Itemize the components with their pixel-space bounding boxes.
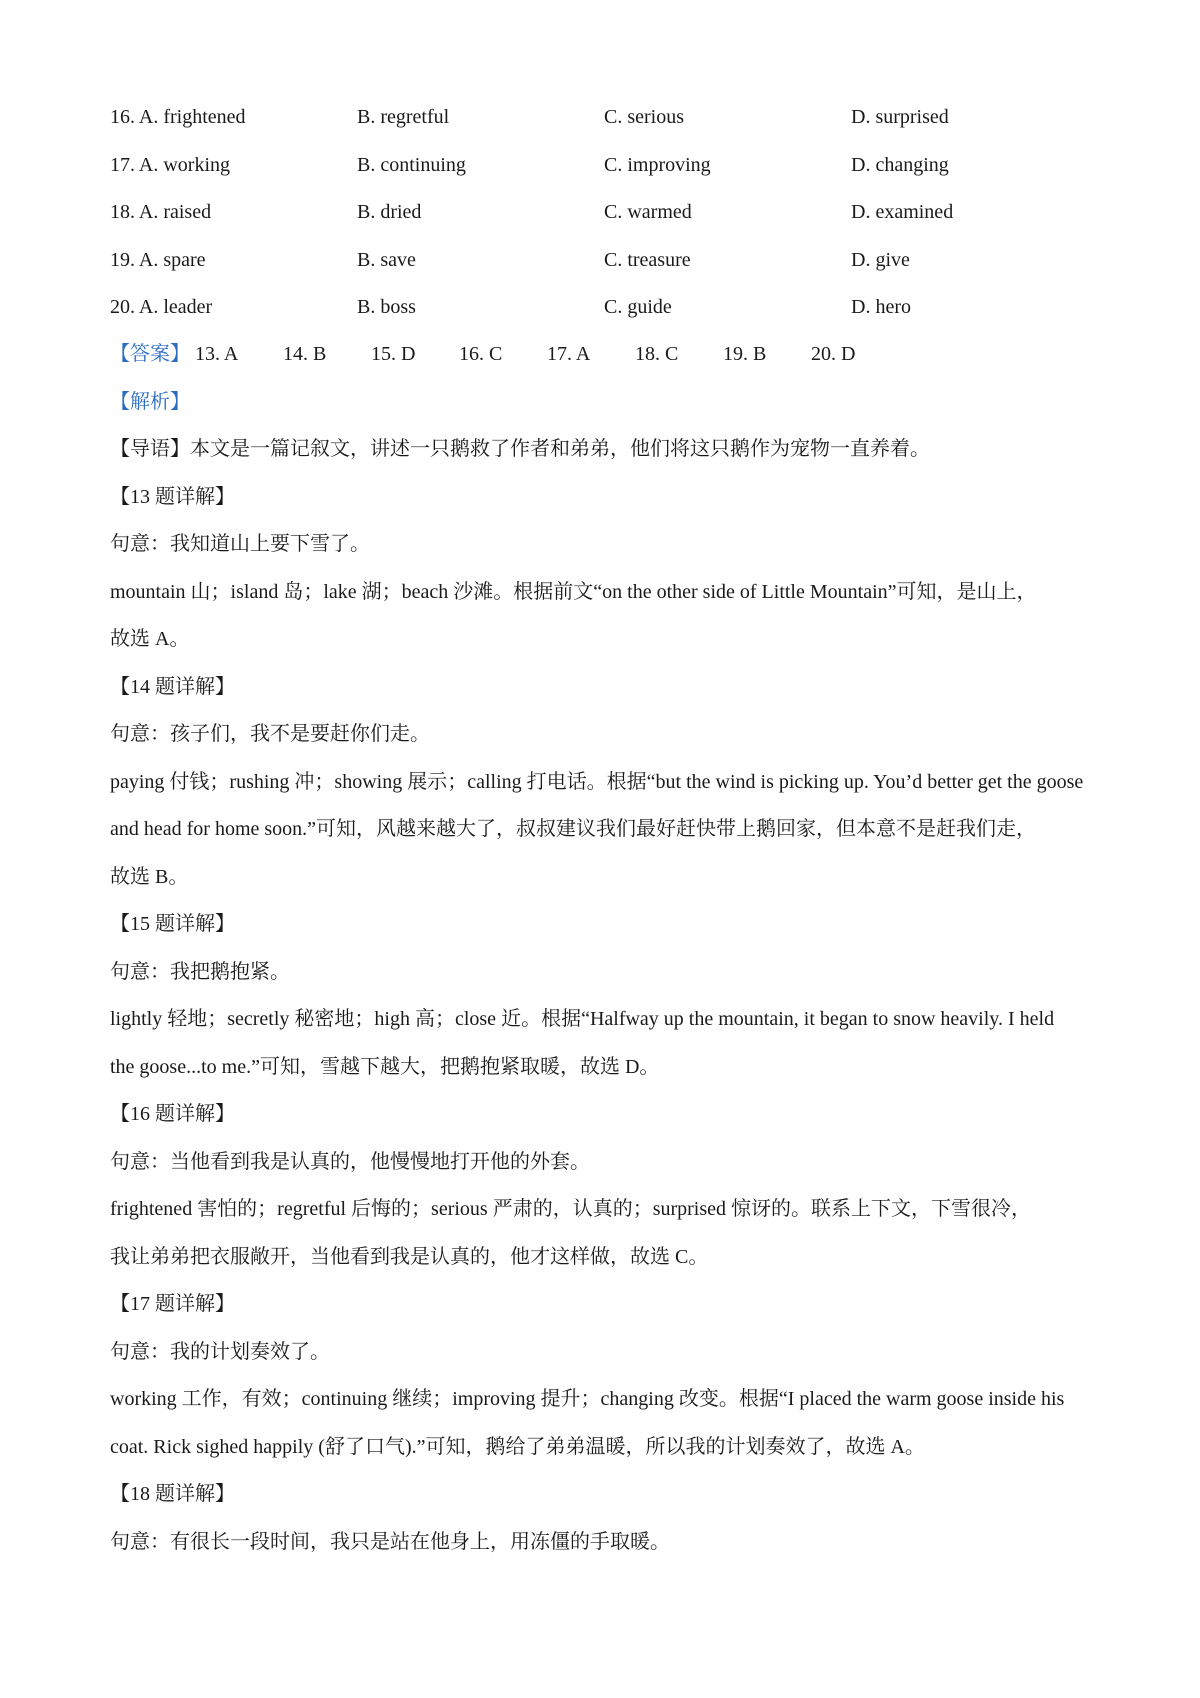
guide-text: 【导语】本文是一篇记叙文，讲述一只鹅救了作者和弟弟，他们将这只鹅作为宠物一直养着。 bbox=[110, 438, 930, 460]
option-row-19 bbox=[110, 243, 1110, 291]
option-d: D. surprised bbox=[851, 106, 949, 128]
q17-explanation-line2: coat. Rick sighed happily (舒了口气).”可知，鹅给了弟弟温暖，所以我的计划奏效了，故选 A。 bbox=[110, 1435, 925, 1458]
option-d: D. changing bbox=[851, 153, 949, 176]
option-a: 19. A. spare bbox=[110, 248, 206, 271]
q18-heading: 【18 题详解】 bbox=[110, 1483, 235, 1505]
q15-explanation-line1: lightly 轻地；secretly 秘密地；high 高；close 近。根据“Halfway up the mountain, it began to snow heavily. I held bbox=[110, 1008, 1055, 1030]
answer-item: 19. B bbox=[723, 343, 767, 365]
option-a: 18. A. raised bbox=[110, 201, 212, 223]
option-d: D. examined bbox=[851, 201, 954, 223]
answer-item: 15. D bbox=[371, 343, 416, 365]
option-b: B. regretful bbox=[357, 106, 450, 128]
answer-tag: 【答案】 bbox=[110, 343, 190, 365]
option-c: C. treasure bbox=[604, 248, 691, 271]
q15-meaning: 句意：我把鹅抱紧。 bbox=[110, 960, 290, 983]
option-a: 20. A. leader bbox=[110, 296, 213, 318]
q17-heading: 【17 题详解】 bbox=[110, 1293, 235, 1315]
option-a: 17. A. working bbox=[110, 153, 230, 176]
answer-item: 20. D bbox=[811, 343, 856, 365]
q14-heading: 【14 题详解】 bbox=[110, 675, 235, 698]
option-c: C. warmed bbox=[604, 201, 692, 223]
option-row-17 bbox=[110, 148, 1110, 196]
option-d: D. hero bbox=[851, 296, 911, 318]
answer-item: 16. C bbox=[459, 343, 503, 365]
q17-meaning: 句意：我的计划奏效了。 bbox=[110, 1340, 330, 1363]
analysis-section bbox=[110, 385, 1100, 1573]
option-row-16 bbox=[110, 100, 1110, 148]
q16-explanation-line1: frightened 害怕的；regretful 后悔的；serious 严肃的，认真的；surprised 惊讶的。联系上下文，下雪很冷， bbox=[110, 1198, 1032, 1220]
answer-item: 17. A bbox=[547, 343, 591, 365]
q13-meaning: 句意：我知道山上要下雪了。 bbox=[110, 533, 370, 555]
answer-item: 18. C bbox=[635, 343, 679, 365]
q14-explanation-line2: and head for home soon.”可知，风越来越大了，叔叔建议我们最好赶快带上鹅回家，但本意不是赶我们走， bbox=[110, 818, 1037, 840]
q14-explanation-line1: paying 付钱；rushing 冲；showing 展示；calling 打电话。根据“but the wind is picking up. You’d better get the goose bbox=[110, 770, 1084, 793]
q16-heading: 【16 题详解】 bbox=[110, 1103, 235, 1125]
option-d: D. give bbox=[851, 248, 910, 271]
q16-meaning: 句意：当他看到我是认真的，他慢慢地打开他的外套。 bbox=[110, 1150, 590, 1173]
q16-explanation-line2: 我让弟弟把衣服敞开，当他看到我是认真的，他才这样做，故选 C。 bbox=[110, 1245, 709, 1268]
answer-item: 13. A bbox=[195, 343, 239, 365]
q13-explanation-line2: 故选 A。 bbox=[110, 628, 190, 650]
answer-row bbox=[110, 337, 1100, 385]
answer-item: 14. B bbox=[283, 343, 327, 365]
option-a: 16. A. frightened bbox=[110, 106, 246, 128]
option-b: B. dried bbox=[357, 201, 422, 223]
option-c: C. serious bbox=[604, 106, 684, 128]
analysis-tag: 【解析】 bbox=[110, 390, 190, 413]
options-table bbox=[110, 100, 1110, 338]
q13-explanation-line1: mountain 山；island 岛；lake 湖；beach 沙滩。根据前文“on the other side of Little Mountain”可知，是山上， bbox=[110, 580, 1037, 603]
q15-explanation-line2: the goose...to me.”可知，雪越下越大，把鹅抱紧取暖，故选 D。 bbox=[110, 1055, 660, 1078]
q14-explanation-line3: 故选 B。 bbox=[110, 865, 189, 888]
q14-meaning: 句意：孩子们，我不是要赶你们走。 bbox=[110, 723, 430, 745]
option-b: B. continuing bbox=[357, 153, 466, 176]
q15-heading: 【15 题详解】 bbox=[110, 913, 235, 935]
q13-heading: 【13 题详解】 bbox=[110, 485, 235, 508]
option-b: B. save bbox=[357, 248, 416, 271]
option-c: C. guide bbox=[604, 296, 672, 318]
option-row-20 bbox=[110, 290, 1110, 338]
option-row-18 bbox=[110, 195, 1110, 243]
q18-meaning: 句意：有很长一段时间，我只是站在他身上，用冻僵的手取暖。 bbox=[110, 1530, 670, 1553]
option-c: C. improving bbox=[604, 153, 711, 176]
option-b: B. boss bbox=[357, 296, 416, 318]
q17-explanation-line1: working 工作，有效；continuing 继续；improving 提升；changing 改变。根据“I placed the warm goose inside his bbox=[110, 1388, 1065, 1410]
